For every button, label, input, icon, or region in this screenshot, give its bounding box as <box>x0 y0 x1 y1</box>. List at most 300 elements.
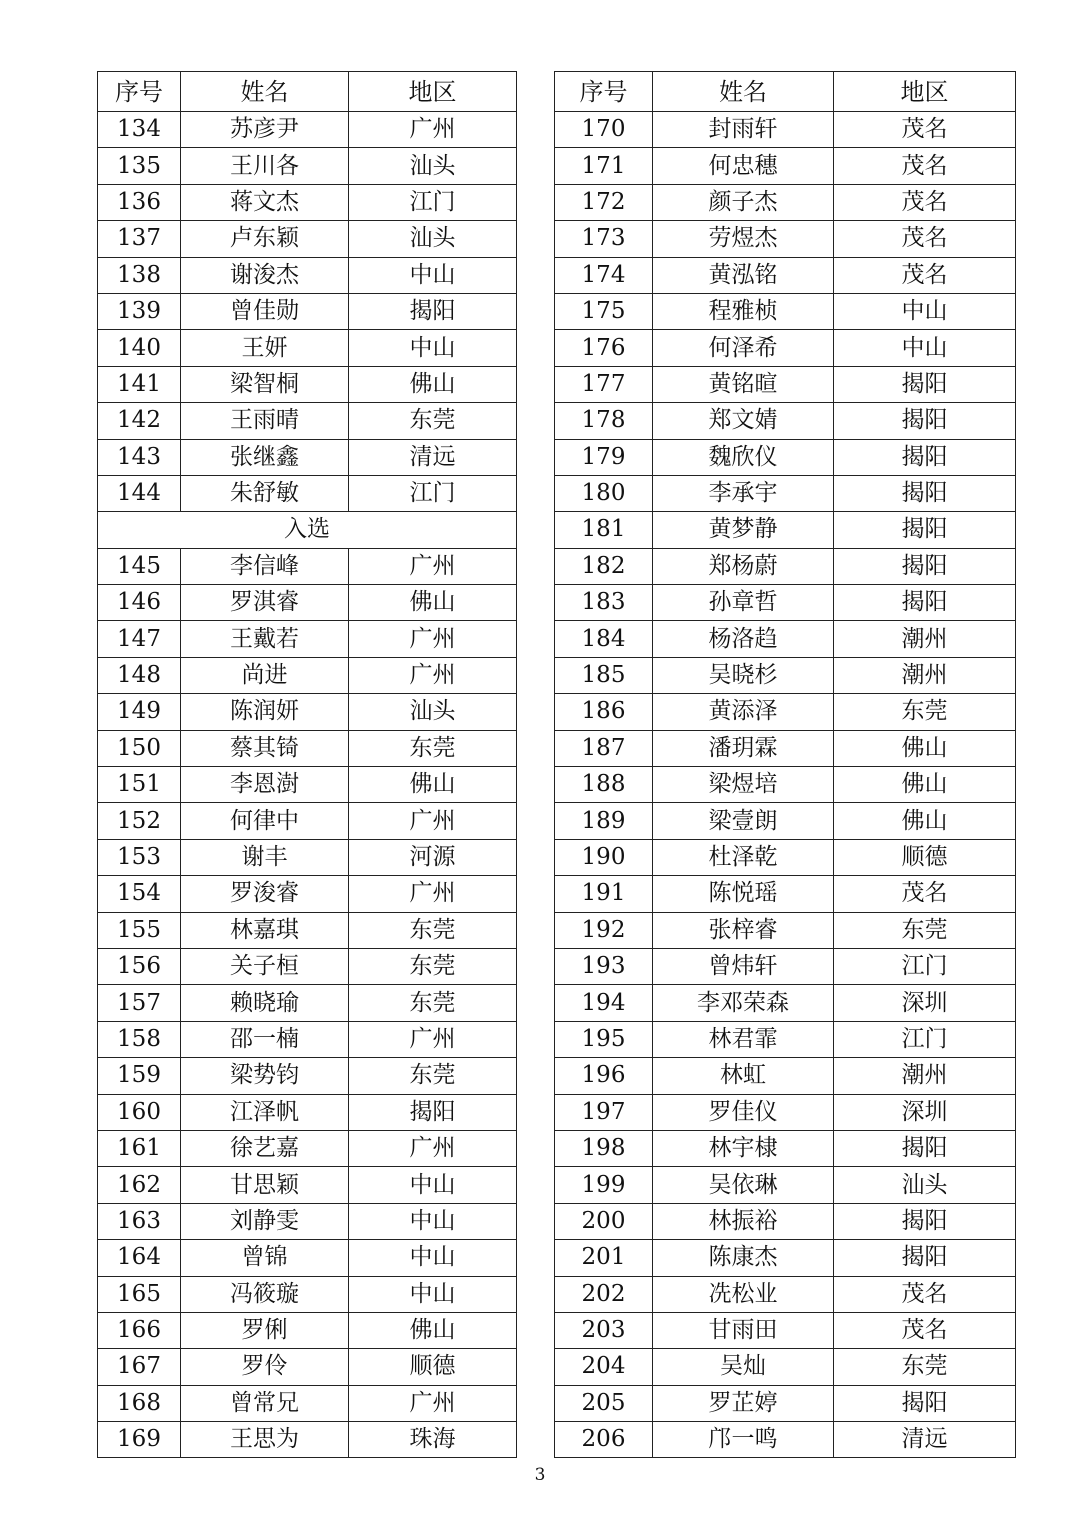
cell-region: 揭阳 <box>834 475 1016 511</box>
cell-name: 程雅桢 <box>653 293 834 329</box>
cell-region: 深圳 <box>834 1094 1016 1130</box>
header-seq: 序号 <box>555 72 653 112</box>
cell-region: 中山 <box>834 293 1016 329</box>
cell-seq: 142 <box>98 403 181 439</box>
cell-seq: 202 <box>555 1276 653 1312</box>
cell-seq: 161 <box>98 1130 181 1166</box>
cell-name: 曾佳勋 <box>181 293 349 329</box>
cell-name: 罗淇睿 <box>181 585 349 621</box>
cell-seq: 137 <box>98 221 181 257</box>
cell-region: 茂名 <box>834 1276 1016 1312</box>
cell-name: 杨洛趋 <box>653 621 834 657</box>
cell-region: 汕头 <box>349 694 517 730</box>
cell-seq: 198 <box>555 1130 653 1166</box>
section-label: 入选 <box>98 512 517 548</box>
cell-name: 罗浚睿 <box>181 876 349 912</box>
cell-region: 佛山 <box>349 585 517 621</box>
cell-seq: 166 <box>98 1312 181 1348</box>
cell-seq: 195 <box>555 1021 653 1057</box>
cell-name: 陈悦瑶 <box>653 876 834 912</box>
table-row <box>555 293 1016 329</box>
cell-region: 揭阳 <box>834 1130 1016 1166</box>
cell-name: 冯筱璇 <box>181 1276 349 1312</box>
cell-seq: 184 <box>555 621 653 657</box>
table-row <box>555 512 1016 548</box>
cell-seq: 149 <box>98 694 181 730</box>
table-row <box>98 694 517 730</box>
cell-name: 王妍 <box>181 330 349 366</box>
cell-region: 广州 <box>349 621 517 657</box>
cell-region: 东莞 <box>349 948 517 984</box>
cell-seq: 140 <box>98 330 181 366</box>
cell-region: 广州 <box>349 112 517 148</box>
cell-region: 广州 <box>349 1021 517 1057</box>
cell-seq: 163 <box>98 1203 181 1239</box>
cell-region: 中山 <box>349 1203 517 1239</box>
table-row <box>555 330 1016 366</box>
cell-seq: 145 <box>98 548 181 584</box>
cell-region: 东莞 <box>349 403 517 439</box>
cell-seq: 192 <box>555 912 653 948</box>
table-row <box>98 948 517 984</box>
cell-region: 潮州 <box>834 621 1016 657</box>
cell-name: 谢浚杰 <box>181 257 349 293</box>
cell-name: 陈润妍 <box>181 694 349 730</box>
page-number: 3 <box>534 1465 546 1485</box>
cell-region: 茂名 <box>834 221 1016 257</box>
cell-region: 东莞 <box>349 730 517 766</box>
cell-name: 林君霏 <box>653 1021 834 1057</box>
cell-name: 李承宇 <box>653 475 834 511</box>
cell-region: 揭阳 <box>834 439 1016 475</box>
cell-region: 中山 <box>349 1167 517 1203</box>
table-row <box>555 730 1016 766</box>
cell-seq: 186 <box>555 694 653 730</box>
cell-region: 汕头 <box>349 221 517 257</box>
cell-region: 深圳 <box>834 985 1016 1021</box>
cell-seq: 182 <box>555 548 653 584</box>
table-row <box>98 803 517 839</box>
cell-name: 林虹 <box>653 1058 834 1094</box>
table-row <box>98 912 517 948</box>
cell-seq: 158 <box>98 1021 181 1057</box>
cell-seq: 148 <box>98 657 181 693</box>
table-row <box>555 839 1016 875</box>
table-row <box>555 948 1016 984</box>
cell-name: 张继鑫 <box>181 439 349 475</box>
cell-region: 清远 <box>834 1422 1016 1458</box>
cell-seq: 205 <box>555 1385 653 1421</box>
cell-name: 何泽希 <box>653 330 834 366</box>
cell-name: 黄梦静 <box>653 512 834 548</box>
table-row <box>555 475 1016 511</box>
cell-region: 佛山 <box>834 730 1016 766</box>
cell-seq: 190 <box>555 839 653 875</box>
table-row <box>555 912 1016 948</box>
cell-region: 江门 <box>349 184 517 220</box>
cell-region: 广州 <box>349 657 517 693</box>
cell-name: 吴灿 <box>653 1349 834 1385</box>
cell-seq: 174 <box>555 257 653 293</box>
table-row <box>98 1021 517 1057</box>
cell-name: 李邓荣森 <box>653 985 834 1021</box>
cell-region: 佛山 <box>834 803 1016 839</box>
cell-name: 梁壹朗 <box>653 803 834 839</box>
cell-region: 揭阳 <box>834 403 1016 439</box>
table-row <box>555 585 1016 621</box>
cell-name: 李恩澍 <box>181 767 349 803</box>
table-row <box>555 803 1016 839</box>
header-region: 地区 <box>349 72 517 112</box>
cell-name: 赖晓瑜 <box>181 985 349 1021</box>
cell-name: 罗芷婷 <box>653 1385 834 1421</box>
cell-seq: 179 <box>555 439 653 475</box>
cell-region: 东莞 <box>834 1349 1016 1385</box>
table-row <box>98 1130 517 1166</box>
cell-region: 广州 <box>349 1130 517 1166</box>
cell-region: 揭阳 <box>834 1385 1016 1421</box>
cell-name: 曾锦 <box>181 1240 349 1276</box>
table-row <box>555 621 1016 657</box>
cell-region: 揭阳 <box>834 366 1016 402</box>
cell-region: 揭阳 <box>834 548 1016 584</box>
cell-seq: 138 <box>98 257 181 293</box>
cell-seq: 181 <box>555 512 653 548</box>
cell-name: 李信峰 <box>181 548 349 584</box>
table-row <box>98 767 517 803</box>
cell-region: 揭阳 <box>834 1203 1016 1239</box>
cell-name: 黄添泽 <box>653 694 834 730</box>
table-row <box>555 694 1016 730</box>
cell-seq: 147 <box>98 621 181 657</box>
cell-region: 东莞 <box>349 1058 517 1094</box>
cell-region: 佛山 <box>349 1312 517 1348</box>
cell-name: 邵一楠 <box>181 1021 349 1057</box>
cell-seq: 146 <box>98 585 181 621</box>
cell-seq: 206 <box>555 1422 653 1458</box>
table-row <box>98 1276 517 1312</box>
cell-seq: 135 <box>98 148 181 184</box>
cell-name: 尚进 <box>181 657 349 693</box>
header-region: 地区 <box>834 72 1016 112</box>
right-rows <box>555 112 1016 1458</box>
table-row <box>555 257 1016 293</box>
header-seq: 序号 <box>98 72 181 112</box>
cell-name: 曾常兄 <box>181 1385 349 1421</box>
cell-seq: 167 <box>98 1349 181 1385</box>
left-rows-top <box>98 112 517 512</box>
cell-name: 王思为 <box>181 1422 349 1458</box>
cell-seq: 144 <box>98 475 181 511</box>
table-row <box>555 1240 1016 1276</box>
cell-region: 潮州 <box>834 1058 1016 1094</box>
cell-region: 河源 <box>349 839 517 875</box>
cell-region: 江门 <box>834 948 1016 984</box>
cell-region: 佛山 <box>349 767 517 803</box>
cell-name: 关子桓 <box>181 948 349 984</box>
cell-seq: 153 <box>98 839 181 875</box>
cell-seq: 165 <box>98 1276 181 1312</box>
cell-seq: 157 <box>98 985 181 1021</box>
cell-region: 汕头 <box>834 1167 1016 1203</box>
table-row <box>98 839 517 875</box>
cell-seq: 160 <box>98 1094 181 1130</box>
table-row <box>98 548 517 584</box>
cell-region: 顺德 <box>834 839 1016 875</box>
table-row <box>98 621 517 657</box>
cell-name: 魏欣仪 <box>653 439 834 475</box>
cell-seq: 185 <box>555 657 653 693</box>
cell-region: 茂名 <box>834 112 1016 148</box>
cell-name: 劳煜杰 <box>653 221 834 257</box>
cell-region: 揭阳 <box>349 1094 517 1130</box>
cell-name: 梁智桐 <box>181 366 349 402</box>
cell-name: 林宇棣 <box>653 1130 834 1166</box>
cell-seq: 176 <box>555 330 653 366</box>
cell-name: 何忠穗 <box>653 148 834 184</box>
cell-name: 甘思颖 <box>181 1167 349 1203</box>
cell-name: 张梓睿 <box>653 912 834 948</box>
cell-region: 江门 <box>349 475 517 511</box>
cell-region: 广州 <box>349 548 517 584</box>
table-row <box>555 657 1016 693</box>
cell-seq: 170 <box>555 112 653 148</box>
cell-seq: 200 <box>555 1203 653 1239</box>
cell-name: 杜泽乾 <box>653 839 834 875</box>
table-row <box>98 985 517 1021</box>
cell-seq: 154 <box>98 876 181 912</box>
table-row <box>555 148 1016 184</box>
table-row <box>98 730 517 766</box>
cell-region: 汕头 <box>349 148 517 184</box>
header-name: 姓名 <box>653 72 834 112</box>
table-row <box>555 548 1016 584</box>
cell-region: 中山 <box>349 1276 517 1312</box>
cell-seq: 169 <box>98 1422 181 1458</box>
cell-seq: 172 <box>555 184 653 220</box>
cell-region: 揭阳 <box>349 293 517 329</box>
cell-region: 广州 <box>349 1385 517 1421</box>
cell-seq: 187 <box>555 730 653 766</box>
cell-name: 甘雨田 <box>653 1312 834 1348</box>
cell-region: 东莞 <box>834 912 1016 948</box>
cell-region: 佛山 <box>349 366 517 402</box>
cell-seq: 152 <box>98 803 181 839</box>
cell-name: 刘静雯 <box>181 1203 349 1239</box>
cell-region: 东莞 <box>349 912 517 948</box>
cell-seq: 189 <box>555 803 653 839</box>
table-row <box>555 1312 1016 1348</box>
cell-region: 东莞 <box>834 694 1016 730</box>
cell-seq: 164 <box>98 1240 181 1276</box>
cell-region: 中山 <box>349 330 517 366</box>
cell-name: 蒋文杰 <box>181 184 349 220</box>
table-row <box>98 1422 517 1458</box>
cell-name: 冼松业 <box>653 1276 834 1312</box>
roster-table-right <box>554 71 1016 1458</box>
cell-name: 陈康杰 <box>653 1240 834 1276</box>
cell-name: 林嘉琪 <box>181 912 349 948</box>
table-row <box>98 366 517 402</box>
header-row <box>555 72 1016 112</box>
table-row <box>555 1276 1016 1312</box>
table-row <box>98 403 517 439</box>
cell-region: 佛山 <box>834 767 1016 803</box>
cell-name: 罗伶 <box>181 1349 349 1385</box>
table-row <box>555 1203 1016 1239</box>
cell-name: 罗佳仪 <box>653 1094 834 1130</box>
table-row <box>555 1349 1016 1385</box>
cell-seq: 150 <box>98 730 181 766</box>
cell-seq: 134 <box>98 112 181 148</box>
table-row <box>98 1385 517 1421</box>
cell-name: 吴依琳 <box>653 1167 834 1203</box>
table-row <box>98 1094 517 1130</box>
cell-name: 江泽帆 <box>181 1094 349 1130</box>
cell-name: 黄泓铭 <box>653 257 834 293</box>
table-row <box>98 148 517 184</box>
header-row <box>98 72 517 112</box>
cell-seq: 159 <box>98 1058 181 1094</box>
cell-name: 黄铭暄 <box>653 366 834 402</box>
cell-name: 封雨轩 <box>653 112 834 148</box>
cell-name: 卢东颖 <box>181 221 349 257</box>
cell-seq: 156 <box>98 948 181 984</box>
cell-region: 广州 <box>349 876 517 912</box>
table-row <box>98 1167 517 1203</box>
cell-name: 罗俐 <box>181 1312 349 1348</box>
table-row <box>98 257 517 293</box>
cell-region: 揭阳 <box>834 1240 1016 1276</box>
cell-name: 曾炜轩 <box>653 948 834 984</box>
cell-seq: 177 <box>555 366 653 402</box>
table-row <box>555 876 1016 912</box>
cell-seq: 199 <box>555 1167 653 1203</box>
cell-seq: 193 <box>555 948 653 984</box>
table-row <box>98 1240 517 1276</box>
cell-seq: 183 <box>555 585 653 621</box>
left-section <box>98 512 517 548</box>
cell-name: 蔡其锜 <box>181 730 349 766</box>
cell-region: 广州 <box>349 803 517 839</box>
cell-region: 茂名 <box>834 257 1016 293</box>
cell-region: 东莞 <box>349 985 517 1021</box>
table-row <box>98 1058 517 1094</box>
cell-name: 徐艺嘉 <box>181 1130 349 1166</box>
header-name: 姓名 <box>181 72 349 112</box>
table-row <box>98 876 517 912</box>
cell-region: 清远 <box>349 439 517 475</box>
table-row <box>98 293 517 329</box>
table-row <box>555 985 1016 1021</box>
cell-name: 潘玥霖 <box>653 730 834 766</box>
table-row <box>98 184 517 220</box>
table-row <box>555 403 1016 439</box>
cell-region: 揭阳 <box>834 512 1016 548</box>
table-row <box>555 1058 1016 1094</box>
cell-name: 何律中 <box>181 803 349 839</box>
table-row <box>555 767 1016 803</box>
table-row <box>555 112 1016 148</box>
cell-seq: 136 <box>98 184 181 220</box>
cell-name: 吴晓杉 <box>653 657 834 693</box>
cell-name: 苏彦尹 <box>181 112 349 148</box>
cell-name: 朱舒敏 <box>181 475 349 511</box>
cell-seq: 173 <box>555 221 653 257</box>
table-row <box>98 330 517 366</box>
cell-seq: 155 <box>98 912 181 948</box>
cell-seq: 151 <box>98 767 181 803</box>
cell-name: 王戴若 <box>181 621 349 657</box>
cell-seq: 162 <box>98 1167 181 1203</box>
cell-seq: 168 <box>98 1385 181 1421</box>
cell-name: 郑杨蔚 <box>653 548 834 584</box>
table-row <box>555 1094 1016 1130</box>
section-row <box>98 512 517 548</box>
cell-name: 梁势钧 <box>181 1058 349 1094</box>
cell-name: 梁煜培 <box>653 767 834 803</box>
cell-seq: 203 <box>555 1312 653 1348</box>
cell-seq: 180 <box>555 475 653 511</box>
cell-seq: 201 <box>555 1240 653 1276</box>
table-row <box>555 366 1016 402</box>
cell-name: 谢丰 <box>181 839 349 875</box>
table-row <box>98 439 517 475</box>
cell-seq: 171 <box>555 148 653 184</box>
cell-seq: 204 <box>555 1349 653 1385</box>
table-row <box>98 657 517 693</box>
cell-seq: 141 <box>98 366 181 402</box>
table-row <box>98 112 517 148</box>
cell-name: 林振裕 <box>653 1203 834 1239</box>
cell-seq: 196 <box>555 1058 653 1094</box>
cell-region: 江门 <box>834 1021 1016 1057</box>
table-row <box>555 1021 1016 1057</box>
table-row <box>555 1385 1016 1421</box>
cell-name: 郑文婧 <box>653 403 834 439</box>
table-row <box>555 1130 1016 1166</box>
cell-seq: 188 <box>555 767 653 803</box>
table-row <box>98 1203 517 1239</box>
cell-region: 揭阳 <box>834 585 1016 621</box>
cell-seq: 139 <box>98 293 181 329</box>
cell-seq: 175 <box>555 293 653 329</box>
cell-name: 孙章哲 <box>653 585 834 621</box>
cell-region: 中山 <box>349 1240 517 1276</box>
cell-seq: 197 <box>555 1094 653 1130</box>
cell-region: 茂名 <box>834 1312 1016 1348</box>
cell-name: 王雨晴 <box>181 403 349 439</box>
cell-region: 顺德 <box>349 1349 517 1385</box>
cell-region: 中山 <box>834 330 1016 366</box>
cell-name: 王川各 <box>181 148 349 184</box>
cell-region: 珠海 <box>349 1422 517 1458</box>
cell-region: 中山 <box>349 257 517 293</box>
cell-region: 潮州 <box>834 657 1016 693</box>
cell-seq: 194 <box>555 985 653 1021</box>
table-row <box>555 184 1016 220</box>
table-row <box>98 1312 517 1348</box>
cell-region: 茂名 <box>834 876 1016 912</box>
table-row <box>555 439 1016 475</box>
table-row <box>555 1167 1016 1203</box>
table-row <box>555 221 1016 257</box>
cell-seq: 143 <box>98 439 181 475</box>
table-row <box>555 1422 1016 1458</box>
cell-name: 颜子杰 <box>653 184 834 220</box>
table-row <box>98 585 517 621</box>
cell-region: 茂名 <box>834 184 1016 220</box>
